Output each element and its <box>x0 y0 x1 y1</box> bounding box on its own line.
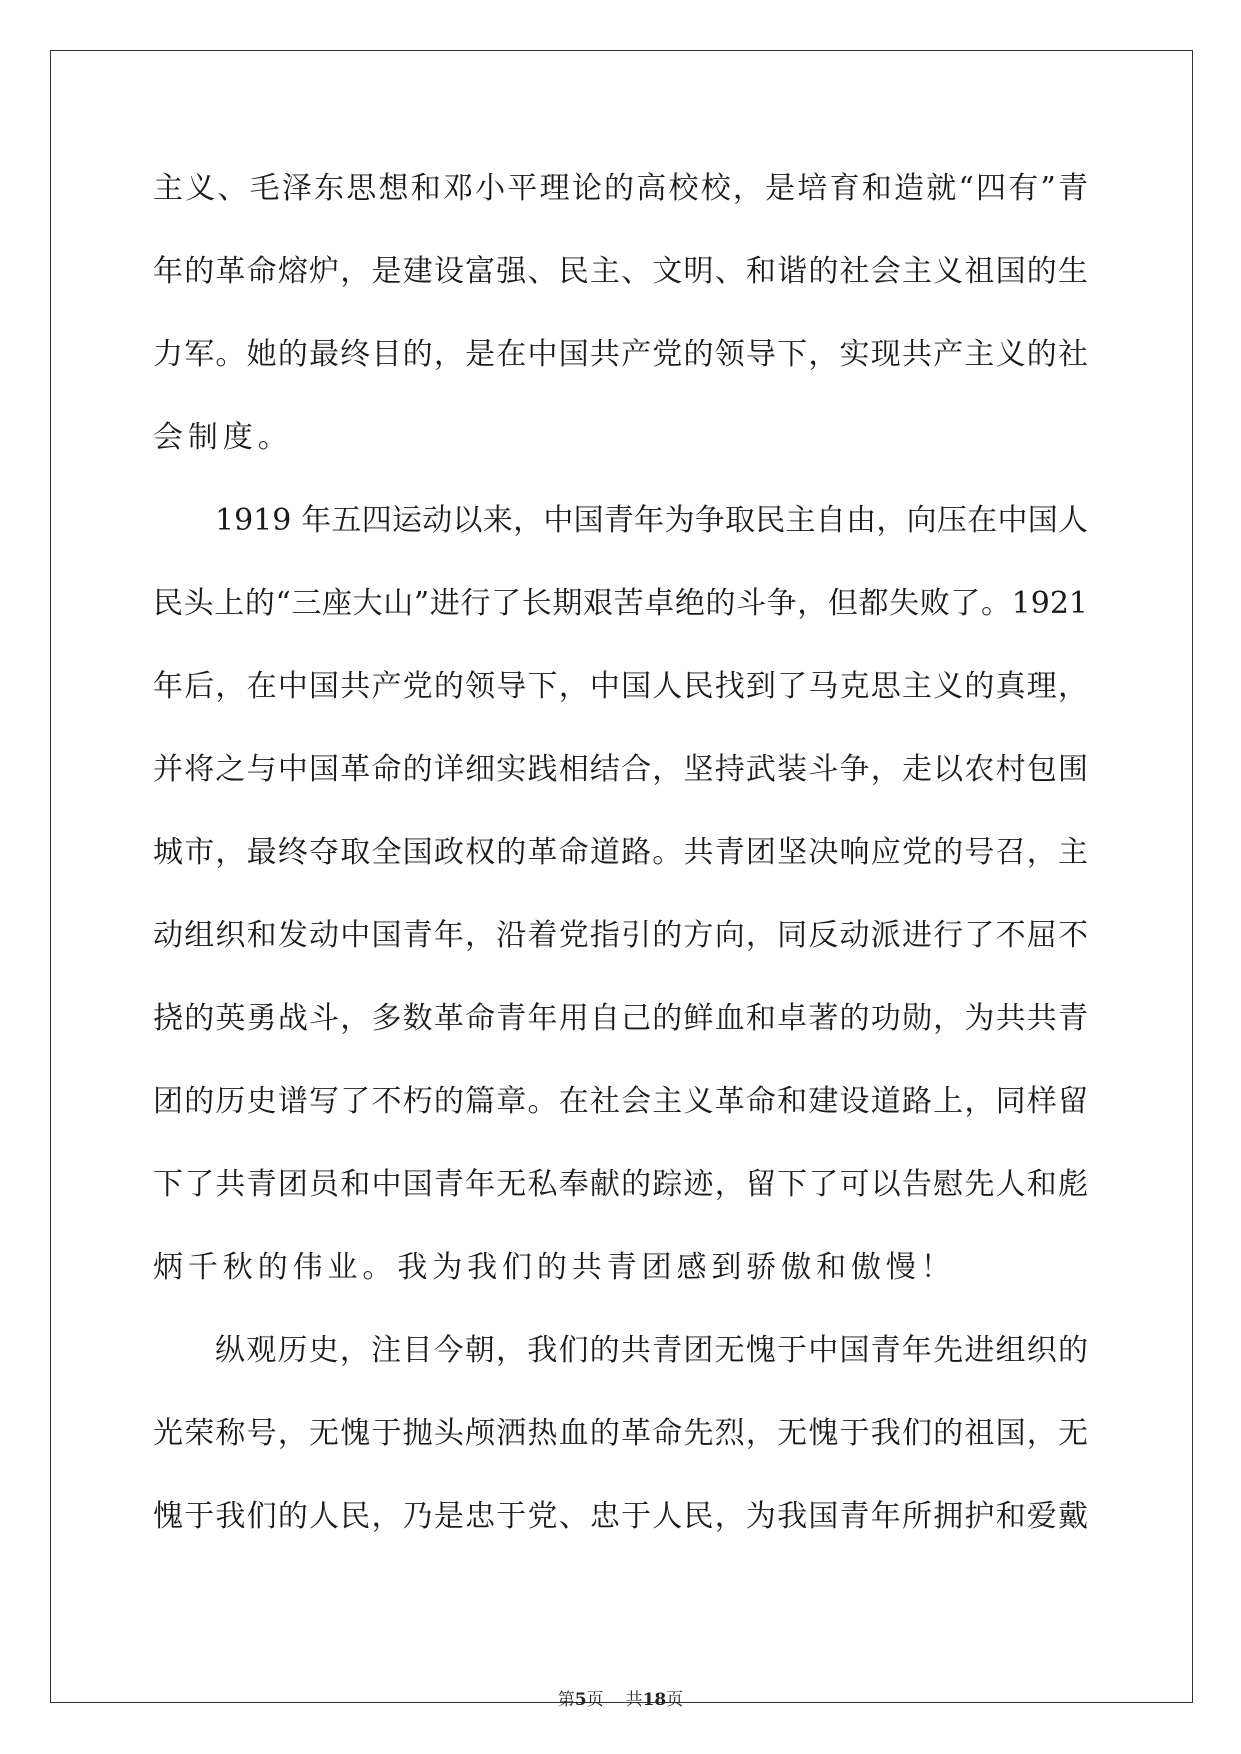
text-line: 挠的英勇战斗，多数革命青年用自己的鲜血和卓著的功勋，为共共青 <box>153 1001 1088 1036</box>
total-suffix: 页 <box>666 1690 684 1710</box>
text-line: 团的历史谱写了不朽的篇章。在社会主义革命和建设道路上，同样留 <box>153 1084 1088 1119</box>
text-line: 城市，最终夺取全国政权的革命道路。共青团坚决响应党的号召，主 <box>153 835 1088 870</box>
page-number: 5 <box>574 1690 587 1710</box>
document-body <box>153 160 1088 1571</box>
text-line: 光荣称号，无愧于抛头颅洒热血的革命先烈，无愧于我们的祖国，无 <box>153 1416 1088 1451</box>
text-line: 年后，在中国共产党的领导下，中国人民找到了马克思主义的真理， <box>153 669 1088 704</box>
page-prefix: 第 <box>557 1690 575 1710</box>
text-line: 愧于我们的人民，乃是忠于党、忠于人民，为我国青年所拥护和爱戴 <box>153 1499 1088 1534</box>
page-suffix: 页 <box>586 1690 604 1710</box>
total-pages: 18 <box>642 1690 667 1710</box>
text-line: 下了共青团员和中国青年无私奉献的踪迹，留下了可以告慰先人和彪 <box>153 1167 1088 1202</box>
text-line: 民头上的“三座大山”进行了长期艰苦卓绝的斗争，但都失败了。1921 <box>153 586 1088 621</box>
text-line: 纵观历史，注目今朝，我们的共青团无愧于中国青年先进组织的 <box>215 1333 1088 1368</box>
text-line: 力军。她的最终目的，是在中国共产党的领导下，实现共产主义的社 <box>153 337 1088 372</box>
text-line: 主义、毛泽东思想和邓小平理论的高校校，是培育和造就“四有”青 <box>153 171 1088 206</box>
text-line: 炳千秋的伟业。我为我们的共青团感到骄傲和傲慢！ <box>153 1250 956 1285</box>
text-line: 年的革命熔炉，是建设富强、民主、文明、和谐的社会主义祖国的生 <box>153 254 1088 289</box>
text-line: 会制度。 <box>153 420 293 455</box>
text-line: 动组织和发动中国青年，沿着党指引的方向，同反动派进行了不屈不 <box>153 918 1088 953</box>
text-line: 1919 年五四运动以来，中国青年为争取民主自由，向压在中国人 <box>215 503 1088 538</box>
text-line: 并将之与中国革命的详细实践相结合，坚持武装斗争，走以农村包围 <box>153 752 1088 787</box>
page-footer <box>0 1685 1241 1710</box>
total-prefix: 共 <box>625 1690 643 1710</box>
